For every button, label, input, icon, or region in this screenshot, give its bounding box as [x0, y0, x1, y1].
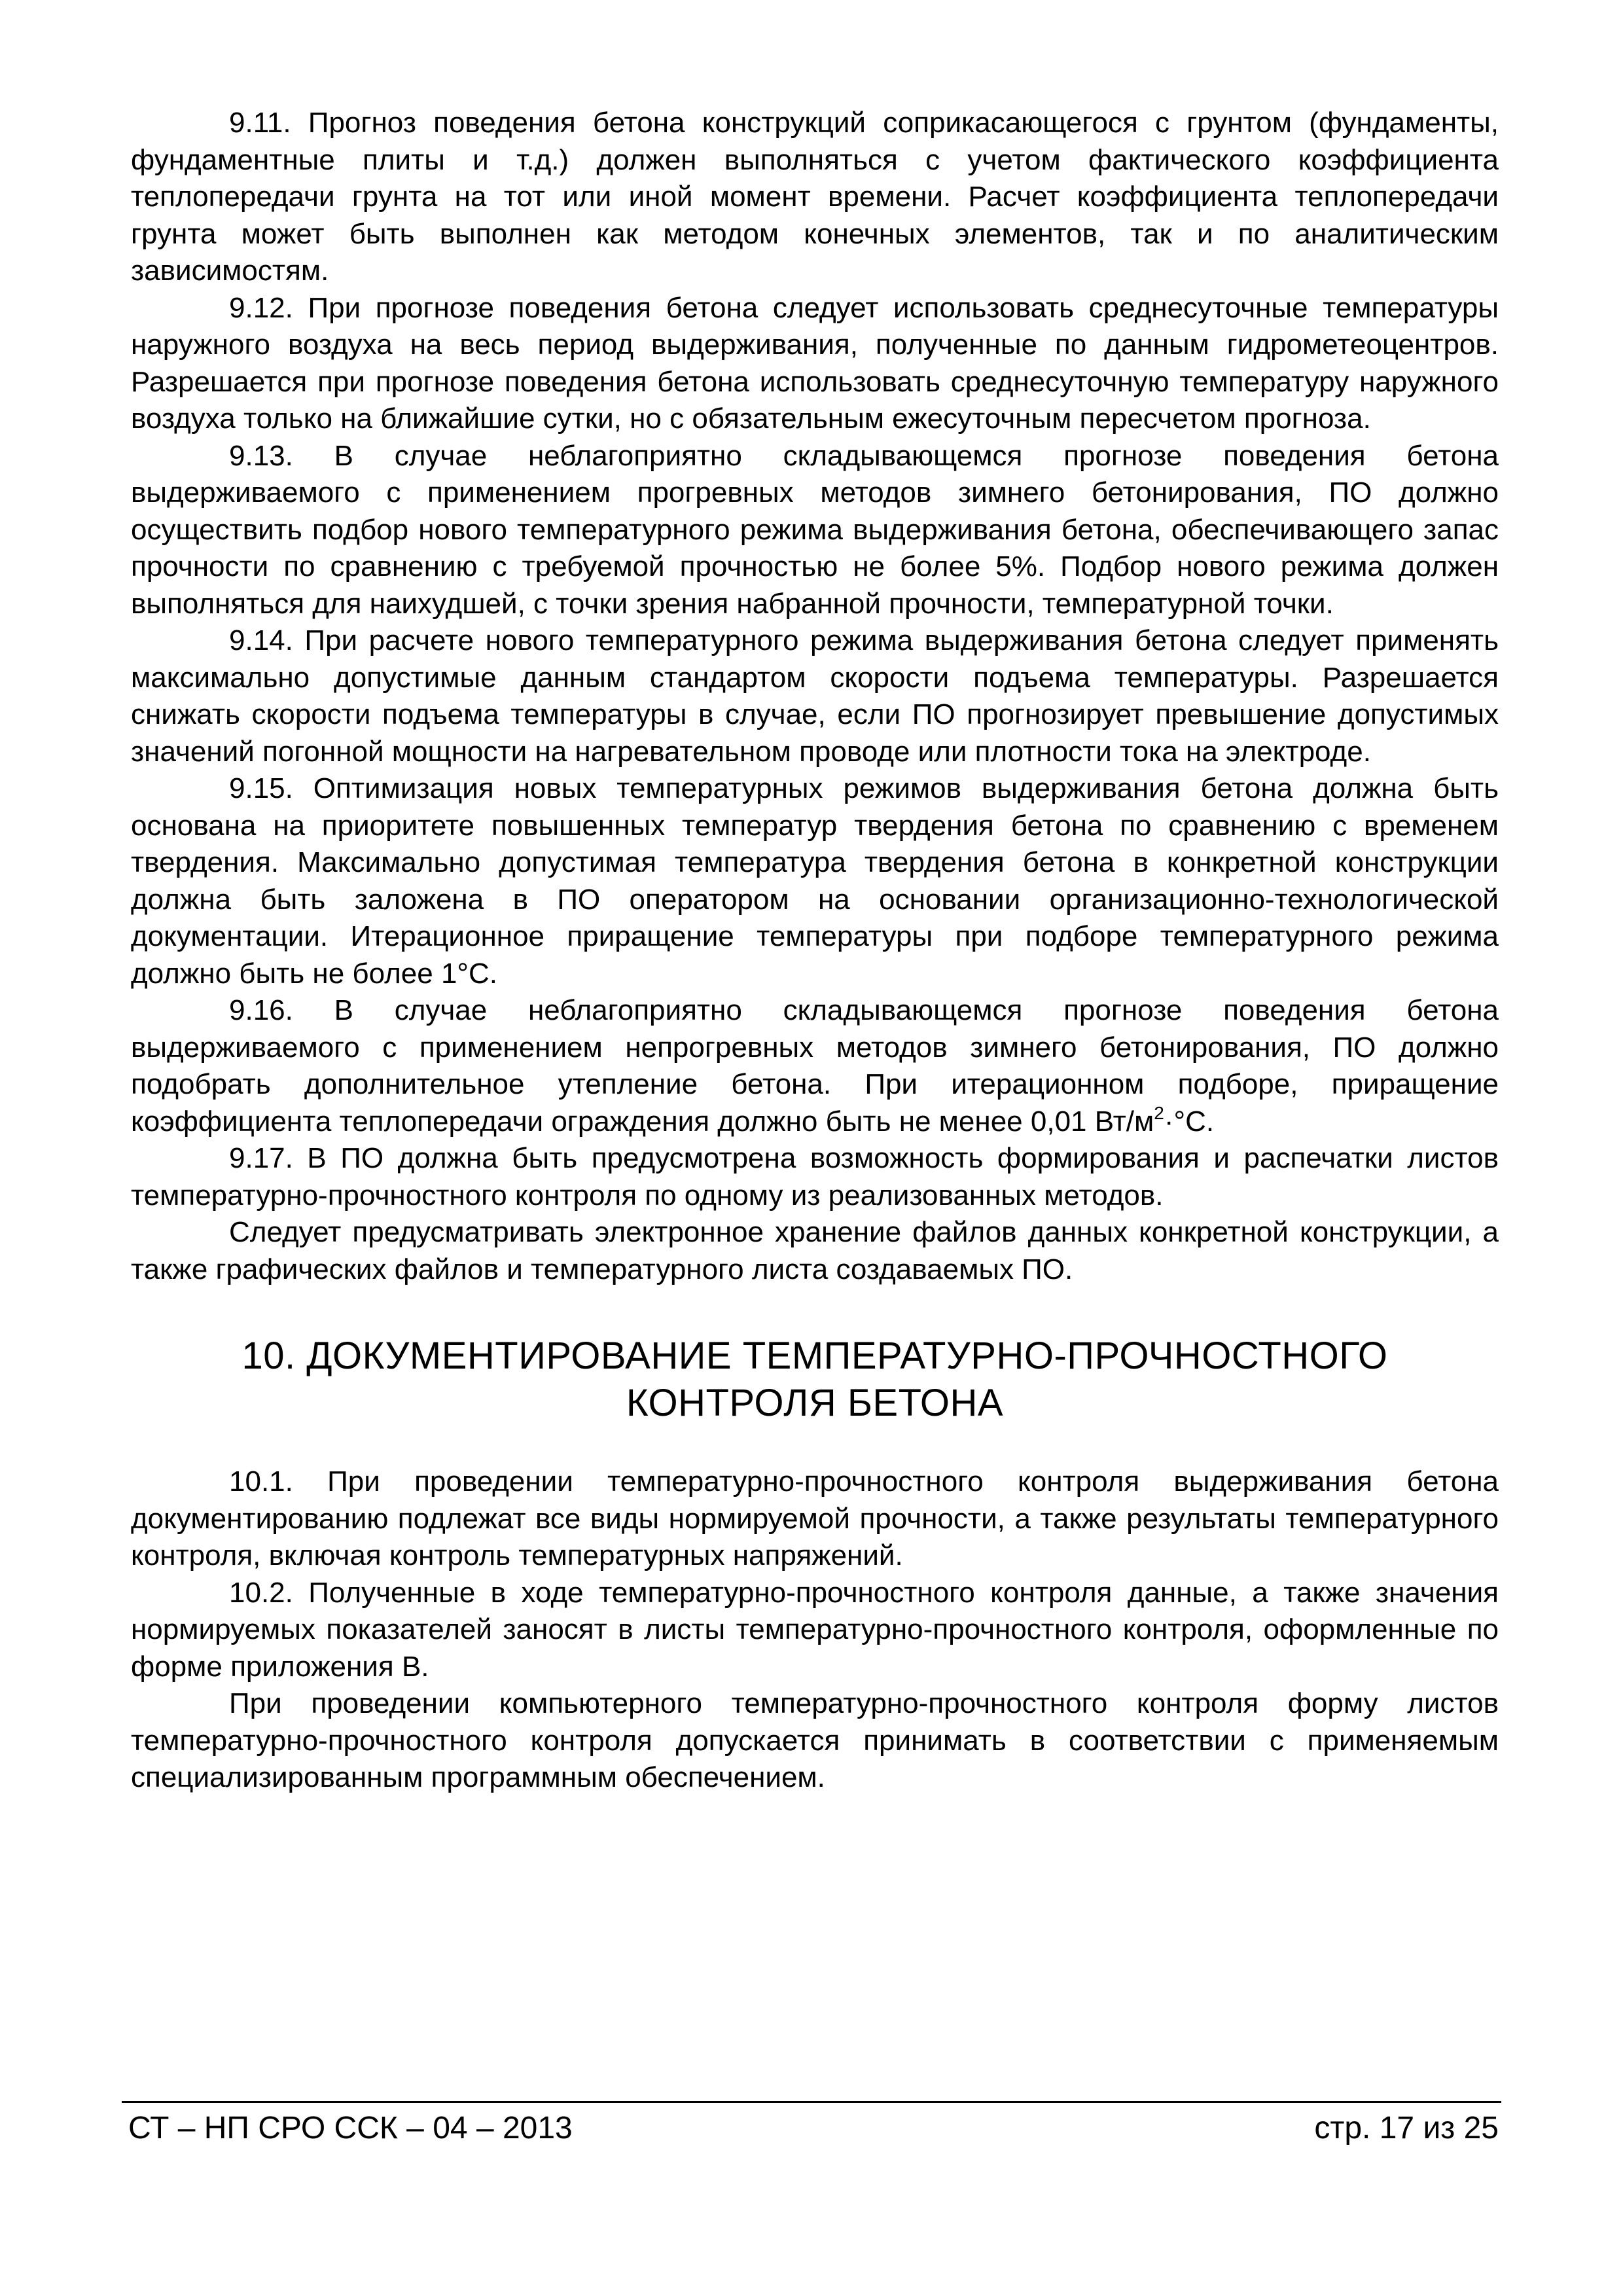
footer-document-code: СТ – НП СРО ССК – 04 – 2013 [128, 2111, 573, 2145]
section-heading-line-1: 10. ДОКУМЕНТИРОВАНИЕ ТЕМПЕРАТУРНО-ПРОЧНОСТНОГО [241, 1335, 1388, 1377]
footer-divider [122, 2101, 1501, 2103]
section-heading-10 [131, 1333, 1499, 1427]
paragraph-10-1: 10.1. При проведении температурно-прочностного контроля выдерживания бетона документированию подлежат все виды нормируемой прочности, а также результаты температурного контроля, включая контроль температурных напряжений. [131, 1465, 1499, 1571]
paragraph-9-15: 9.15. Оптимизация новых температурных режимов выдерживания бетона должна быть основана на приоритете повышенных температур твердения бетона по сравнению с временем твердения. Максимально допустимая температура твердения бетона в конкретной конструкции должна быть заложена в ПО оператором на основании организационно-технологической документации. Итерационное приращение температуры при подборе температурного режима должно быть не более 1°С. [131, 772, 1499, 990]
unit-superscript: 2 [1154, 1102, 1164, 1123]
paragraph-9-13: 9.13. В случае неблагоприятно складывающемся прогнозе поведения бетона выдерживаемого с применением прогревных методов зимнего бетонирования, ПО должно осуществить подбор нового температурного режима выдерживания бетона, обеспечивающего запас прочности по сравнению с требуемой прочностью не более 5%. Подбор нового режима должен выполняться для наихудшей, с точки зрения набранной прочности, температурной точки. [131, 439, 1499, 620]
paragraph-storage: Следует предусматривать электронное хранение файлов данных конкретной конструкции, а также графических файлов и температурного листа создаваемых ПО. [131, 1216, 1499, 1285]
footer-page-number: стр. 17 из 25 [1314, 2111, 1499, 2145]
paragraph-9-14: 9.14. При расчете нового температурного режима выдерживания бетона следует применять максимально допустимые данным стандартом скорости подъема температуры. Разрешается снижать скорости подъема температуры в случае, если ПО прогнозирует превышение допустимых значений погонной мощности на нагревательном проводе или плотности тока на электроде. [131, 624, 1499, 768]
paragraph-9-16-text: 9.16. В случае неблагоприятно складывающемся прогнозе поведения бетона выдерживаемого с применением непрогревных методов зимнего бетонирования, ПО должно подобрать дополнительное утепление бетона. При итерационном подборе, приращение коэффициента теплопередачи ограждения должно быть не менее 0,01 Вт/м [131, 994, 1499, 1138]
paragraph-9-17: 9.17. В ПО должна быть предусмотрена возможность формирования и распечатки листов температурно-прочностного контроля по одному из реализованных методов. [131, 1142, 1499, 1211]
paragraph-9-16 [131, 992, 1499, 1140]
paragraph-9-12: 9.12. При прогнозе поведения бетона следует использовать среднесуточные температуры наружного воздуха на весь период выдерживания, полученные по данным гидрометеоцентров. Разрешается при прогнозе поведения бетона использовать среднесуточную температуру наружного воздуха только на ближайшие сутки, но с обязательным ежесуточным пересчетом прогноза. [131, 291, 1499, 435]
paragraph-10-2: 10.2. Полученные в ходе температурно-прочностного контроля данные, а также значения нормируемых показателей заносят в листы температурно-прочностного контроля, оформленные по форме приложения В. [131, 1576, 1499, 1683]
document-body [131, 105, 1499, 1797]
section-heading-line-2: КОНТРОЛЯ БЕТОНА [626, 1382, 1004, 1424]
paragraph-9-16-unit-tail: ·°С. [1164, 1105, 1215, 1138]
paragraph-computer-control: При проведении компьютерного температурно-прочностного контроля форму листов температурно-прочностного контроля допускается принимать в соответствии с применяемым специализированным программным обеспечением. [131, 1687, 1499, 1793]
paragraph-9-11: 9.11. Прогноз поведения бетона конструкций соприкасающегося с грунтом (фундаменты, фундаментные плиты и т.д.) должен выполняться с учетом фактического коэффициента теплопередачи грунта на тот или иной момент времени. Расчет коэффициента теплопередачи грунта может быть выполнен как методом конечных элементов, так и по аналитическим зависимостям. [131, 107, 1499, 287]
